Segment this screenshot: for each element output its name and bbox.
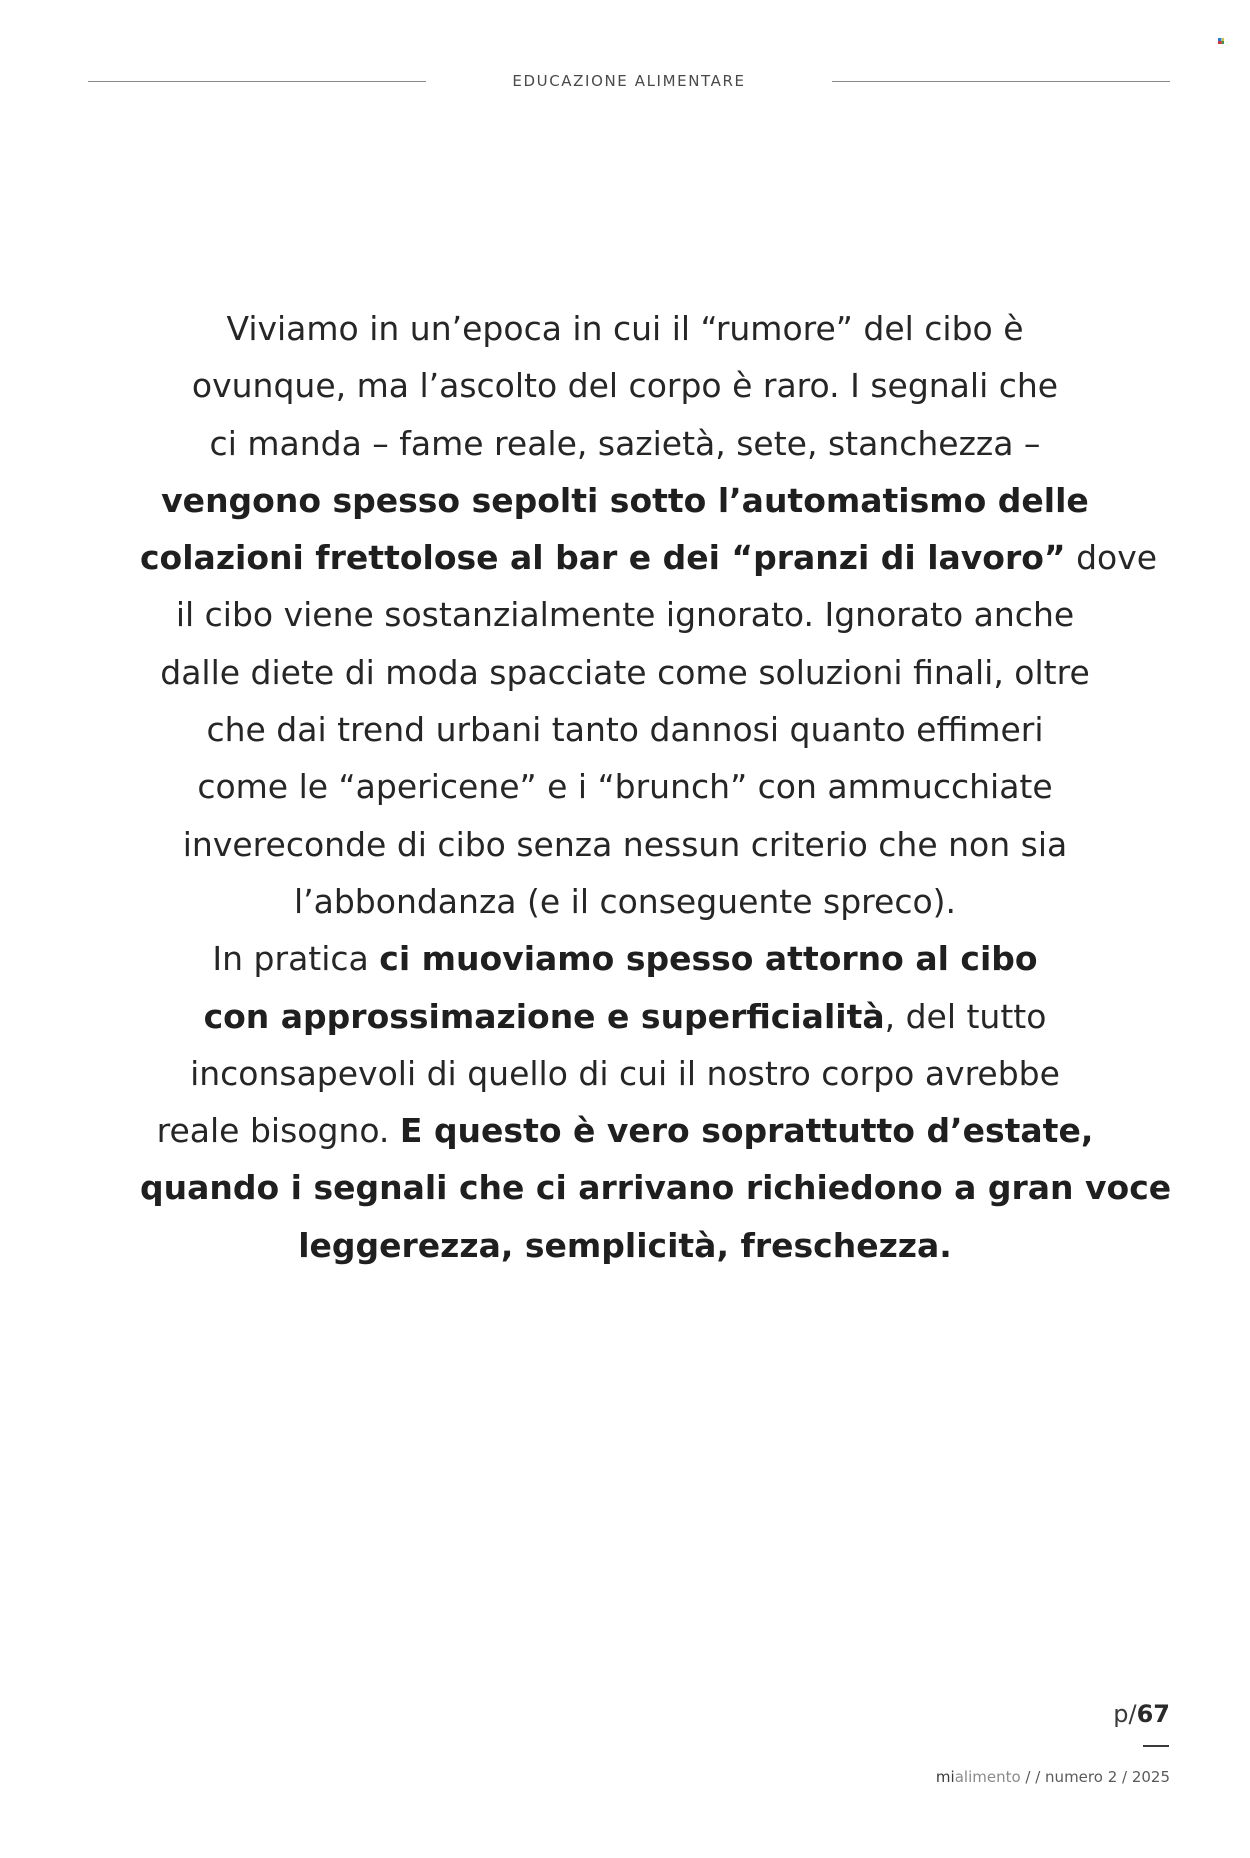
text-line xyxy=(140,1102,1110,1159)
text-segment: ovunque, ma l’ascolto del corpo è raro. I segnali che xyxy=(191,366,1059,406)
text-line xyxy=(140,300,1110,357)
bold-text-segment: vengono spesso sepolti sotto l’automatismo delle xyxy=(161,480,1089,520)
header-rule-right xyxy=(832,81,1170,82)
text-line xyxy=(140,1217,1110,1274)
text-line xyxy=(140,1045,1110,1102)
bold-text-segment: colazioni frettolose al bar e dei “pranzi di lavoro” xyxy=(140,538,1066,578)
text-line xyxy=(140,701,1110,758)
text-segment: come le “apericene” e i “brunch” con ammucchiate xyxy=(197,767,1053,807)
bold-text-segment: leggerezza, semplicità, freschezza. xyxy=(298,1225,952,1265)
text-segment: Viviamo in un’epoca in cui il “rumore” del cibo è xyxy=(226,309,1024,348)
footer-divider xyxy=(1143,1745,1169,1747)
text-segment: che dai trend urbani tanto dannosi quanto effimeri xyxy=(206,710,1044,750)
magazine-prefix: mi xyxy=(935,1768,955,1786)
text-segment: l’abbondanza (e il conseguente spreco). xyxy=(293,881,957,921)
text-line xyxy=(140,873,1110,930)
text-segment: ci manda – fame reale, sazietà, sete, stanchezza – xyxy=(209,423,1041,463)
text-line xyxy=(140,758,1110,815)
text-line xyxy=(140,930,1110,987)
section-title: EDUCAZIONE ALIMENTARE xyxy=(512,72,746,90)
text-segment: In pratica xyxy=(212,939,380,979)
magazine-issue: / / numero 2 / 2025 xyxy=(1020,1768,1170,1786)
bold-text-segment: con approssimazione e superficialità xyxy=(203,996,885,1036)
text-line xyxy=(140,529,1158,586)
text-segment: , del tutto xyxy=(884,996,1047,1036)
bold-text-segment: E questo è vero soprattutto d’estate, xyxy=(399,1111,1094,1151)
text-line xyxy=(140,586,1110,643)
text-line xyxy=(140,415,1110,472)
article-body xyxy=(140,300,1172,1274)
page-prefix: p/ xyxy=(1113,1700,1137,1728)
text-segment: invereconde di cibo senza nessun criterio che non sia xyxy=(182,824,1068,864)
text-line xyxy=(140,816,1110,873)
page-number-value: 67 xyxy=(1136,1700,1170,1728)
magazine-name: alimento xyxy=(954,1768,1021,1786)
text-segment: reale bisogno. xyxy=(156,1111,400,1151)
bold-text-segment: quando i segnali che ci arrivano richiedono a gran voce xyxy=(140,1168,1172,1208)
corner-color-mark-icon xyxy=(1218,38,1226,44)
magazine-credit xyxy=(936,1768,1170,1786)
text-segment: dalle diete di moda spacciate come soluzioni finali, oltre xyxy=(160,652,1090,692)
text-segment: dove xyxy=(1065,538,1158,578)
text-segment: il cibo viene sostanzialmente ignorato. Ignorato anche xyxy=(175,595,1075,635)
text-segment: inconsapevoli di quello di cui il nostro corpo avrebbe xyxy=(190,1053,1060,1093)
text-line xyxy=(140,1159,1172,1216)
text-line xyxy=(140,357,1110,414)
page-number xyxy=(1113,1700,1170,1728)
bold-text-segment: ci muoviamo spesso attorno al cibo xyxy=(379,939,1038,979)
text-line xyxy=(140,472,1110,529)
text-line xyxy=(140,644,1110,701)
page-header xyxy=(88,60,1170,100)
text-line xyxy=(140,988,1110,1045)
